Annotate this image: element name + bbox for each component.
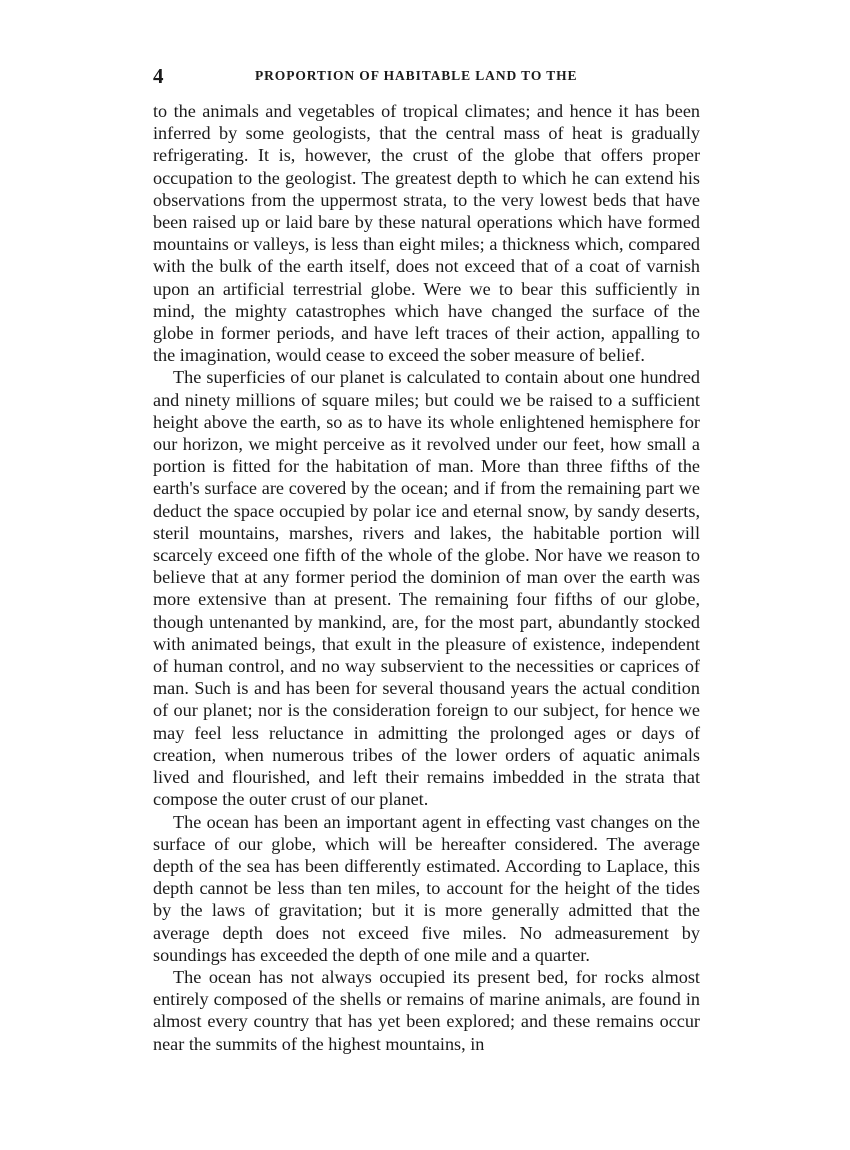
paragraph: The ocean has not always occupied its present bed, for rocks almost entirely composed of the shells or remains of marine animals, are found in almost every country that has yet been explored; and these remains occur near the summits of the highest mountains, in xyxy=(153,966,700,1054)
body-text xyxy=(153,100,700,1055)
paragraph: The ocean has been an important agent in effecting vast changes on the surface of our globe, which will be hereafter considered. The average depth of the sea has been differently estimated. According to Laplace, this depth cannot be less than ten miles, to account for the height of the tides by the laws of gravitation; but it is more generally admitted that the average depth does not exceed five miles. No admeasurement by soundings has exceeded the depth of one mile and a quarter. xyxy=(153,811,700,965)
page-number: 4 xyxy=(153,64,164,88)
page-header xyxy=(153,64,701,88)
paragraph: The superficies of our planet is calculated to contain about one hundred and ninety millions of square miles; but could we be raised to a sufficient height above the earth, so as to have its whole enlightened hemisphere for our horizon, we might perceive as it revolved under our feet, how small a portion is fitted for the habitation of man. More than three fifths of the earth's surface are covered by the ocean; and if from the remaining part we deduct the space occupied by polar ice and eternal snow, by sandy deserts, steril mountains, marshes, rivers and lakes, the habitable portion will scarcely exceed one fifth of the whole of the globe. Nor have we reason to believe that at any former period the dominion of man over the earth was more extensive than at present. The remaining four fifths of our globe, though untenanted by mankind, are, for the most part, abundantly stocked with animated beings, that exult in the pleasure of existence, independent of human control, and no way subservient to the necessities or caprices of man. Such is and has been for several thousand years the actual condition of our planet; nor is the consideration foreign to our subject, for hence we may feel less reluctance in admitting the prolonged ages or days of creation, when numerous tribes of the lower orders of aquatic animals lived and flourished, and left their remains imbedded in the strata that compose the outer crust of our planet. xyxy=(153,367,700,810)
running-title: PROPORTION OF HABITABLE LAND TO THE xyxy=(255,68,578,83)
paragraph: to the animals and vegetables of tropical climates; and hence it has been inferred by some geologists, that the central mass of heat is gradually refrigerating. It is, however, the crust of the globe that offers proper occupation to the geologist. The greatest depth to which he can extend his observations from the uppermost strata, to the very lowest beds that have been raised up or laid bare by these natural operations which have formed mountains or valleys, is less than eight miles; a thickness which, compared with the bulk of the earth itself, does not exceed that of a coat of varnish upon an artificial terrestrial globe. Were we to bear this sufficiently in mind, the mighty catastrophes which have changed the surface of the globe in former periods, and have left traces of their action, appalling to the imagination, would cease to exceed the sober measure of belief. xyxy=(153,101,700,366)
